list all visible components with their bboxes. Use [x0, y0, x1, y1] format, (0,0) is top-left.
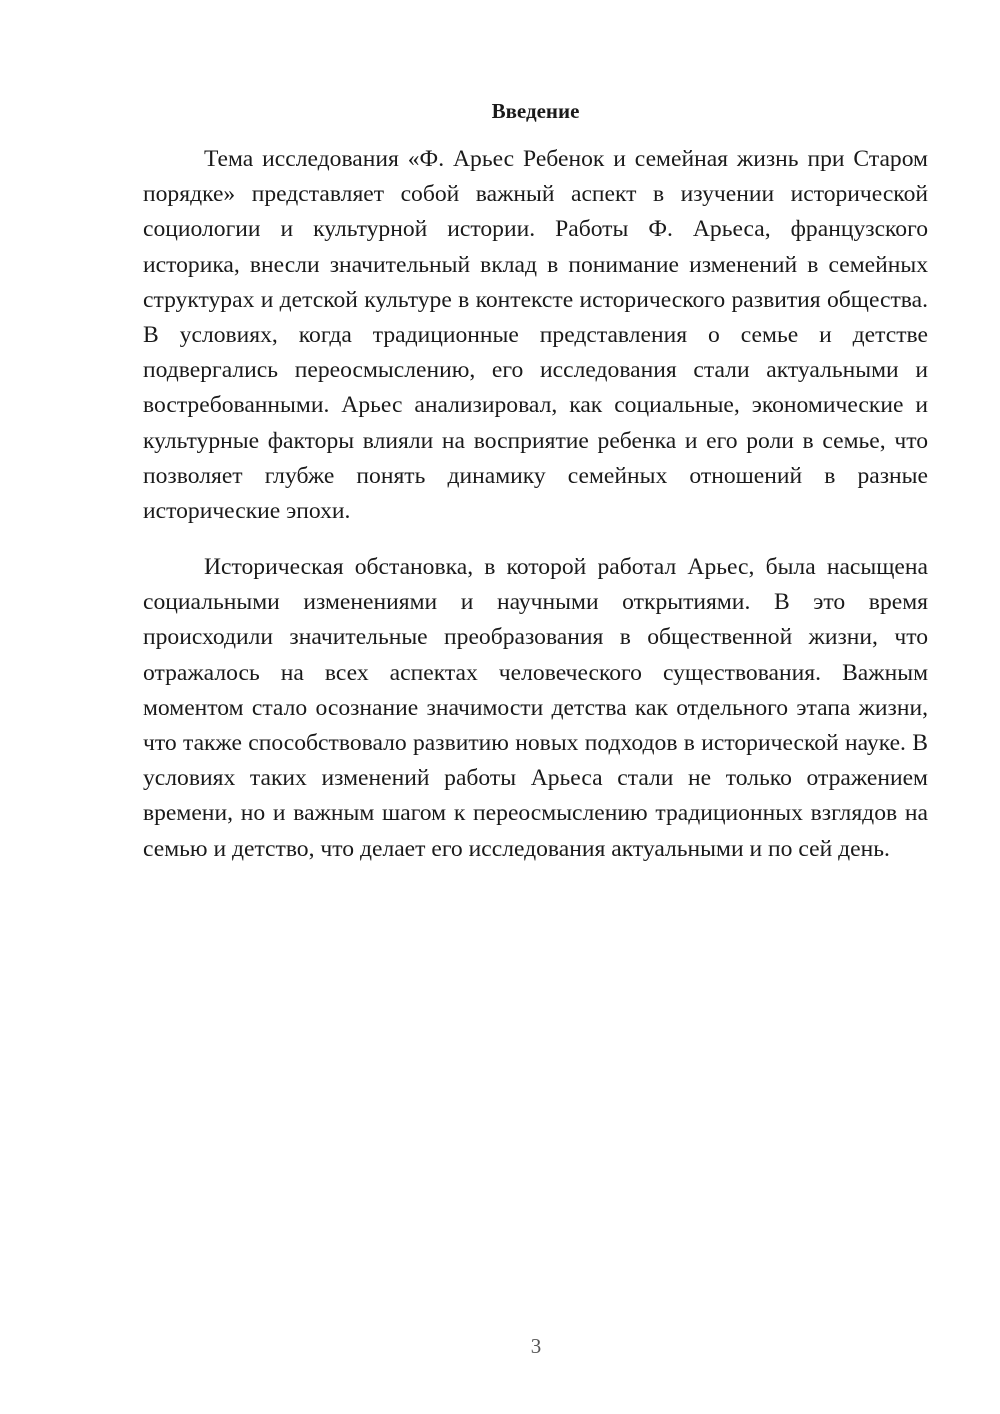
- body-paragraph-1: Тема исследования «Ф. Арьес Ребенок и семейная жизнь при Старом порядке» представляет собой важный аспект в изучении исторической социологии и культурной истории. Работы Ф. Арьеса, французского историка, внесли значительный вклад в понимание изменений в семейных структурах и детской культуре в контексте исторического развития общества. В условиях, когда традиционные представления о семье и детстве подвергались переосмыслению, его исследования стали актуальными и востребованными. Арьес анализировал, как социальные, экономические и культурные факторы влияли на восприятие ребенка и его роли в семье, что позволяет глубже понять динамику семейных отношений в разные исторические эпохи.: [143, 146, 928, 525]
- section-heading: Введение: [491, 99, 580, 123]
- page-number: 3: [530, 1334, 542, 1358]
- body-paragraph-2: Историческая обстановка, в которой работал Арьес, была насыщена социальными изменениями и научными открытиями. В это время происходили значительные преобразования в общественной жизни, что отражалось на всех аспектах человеческого существования. Важным моментом стало осознание значимости детства как отдельного этапа жизни, что также способствовало развитию новых подходов в исторической науке. В условиях таких изменений работы Арьеса стали не только отражением времени, но и важным шагом к переосмыслению традиционных взглядов на семью и детство, что делает его исследования актуальными и по сей день.: [143, 554, 928, 862]
